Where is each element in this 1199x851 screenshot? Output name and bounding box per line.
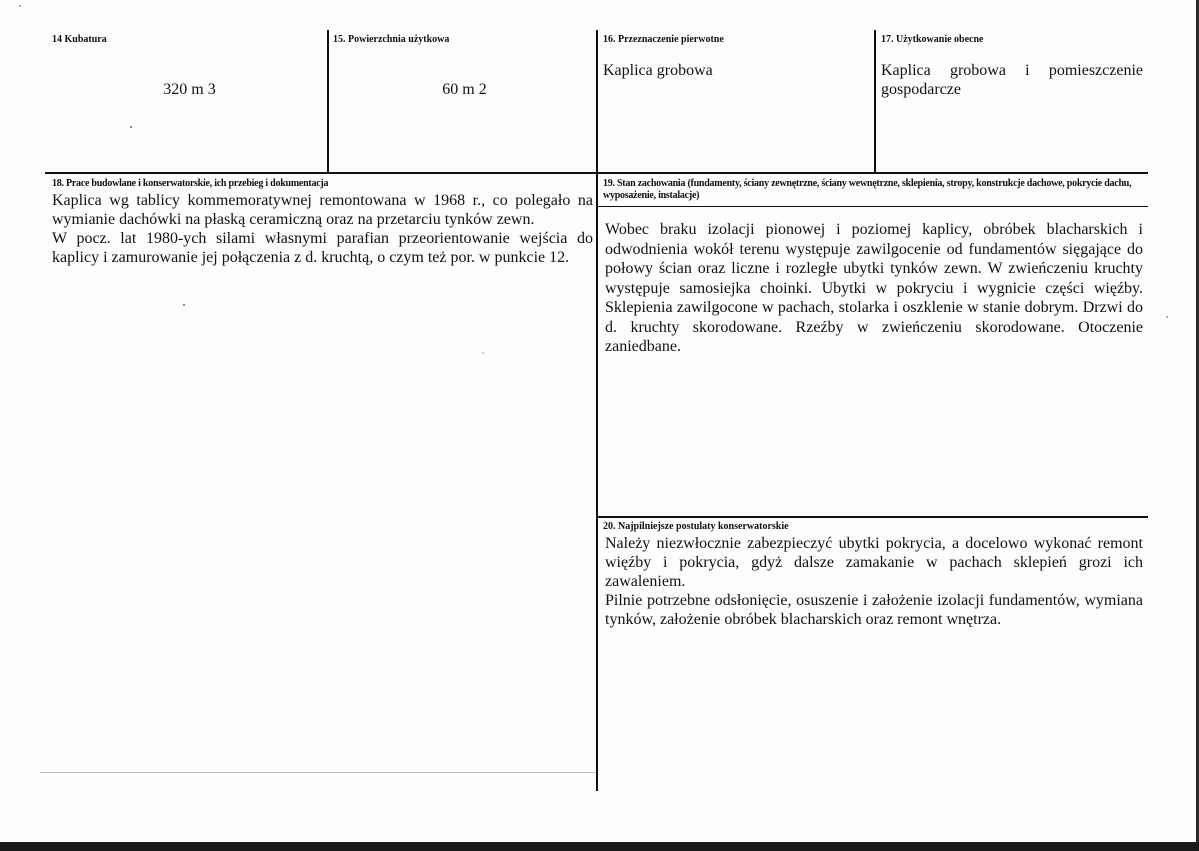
field-18-paragraph: W pocz. lat 1980-ych silami własnymi parafian przeorientowanie wejścia do kaplicy i zamurowanie jej połączenia z d. kruchtą, o czym też por. w punkcie 12.: [52, 230, 593, 266]
scan-speck: [183, 304, 185, 306]
field-18-value: [52, 191, 593, 267]
field-18-label: 18. Prace budowlane i konserwatorskie, ich przebieg i dokumentacja: [52, 178, 329, 189]
field-14-label: 14 Kubatura: [52, 34, 107, 45]
divider-14-15: [327, 30, 329, 173]
faint-rule-bottom: [40, 772, 596, 773]
divider-16-17: [874, 30, 876, 173]
field-15-value: 60 m 2: [442, 81, 487, 98]
scan-speck: [19, 5, 21, 7]
field-18-paragraph: Kaplica wg tablicy kommemoratywnej remontowana w 1968 r., co polegało na wymianie dachówki na płaską ceramiczną oraz na przetarciu tynków zewn.: [52, 192, 593, 228]
field-20-paragraph: Należy niezwłocznie zabezpieczyć ubytki pokrycia, a docelowo wykonać remont więźby i pokrycia, gdyż dalsze zamakanie w pachach sklepień grozi ich zawaleniem.: [605, 535, 1143, 590]
field-20-paragraph: Pilnie potrzebne odsłonięcie, osuszenie i założenie izolacji fundamentów, wymiana tynków, założenie obróbek blacharskich oraz remont wnętrza.: [605, 592, 1143, 628]
rule-below-19-label: [598, 206, 1148, 207]
scan-speck: [482, 352, 484, 354]
scan-speck: [130, 126, 132, 128]
divider-18-19: [596, 173, 598, 791]
field-17-label: 17. Użytkowanie obecne: [881, 34, 984, 45]
field-20-label: 20. Najpilniejsze postulaty konserwatorskie: [603, 521, 789, 532]
field-14-value: 320 m 3: [163, 81, 216, 98]
field-20-value: [605, 534, 1143, 629]
field-16-value: Kaplica grobowa: [603, 62, 713, 79]
field-17-value: Kaplica grobowa i pomieszczenie gospodarcze: [881, 62, 1143, 98]
field-19-value: Wobec braku izolacji pionowej i poziomej kaplicy, obróbek blacharskich i odwodnienia wokół terenu występuje zawilgocenie od fundamentów sięgające do połowy ścian oraz liczne i rozległe ubytki tynków zewn. W zwieńczeniu kruchty występuje samosiejka choinki. Ubytki w pokryciu i wygnicie części więźby. Sklepienia zawilgocone w pachach, stolarka i oszklenie w stanie dobrym. Drzwi do d. kruchty skorodowane. Rzeźby w zwieńczeniu skorodowane. Otoczenie zaniedbane.: [605, 221, 1143, 355]
divider-15-16: [596, 30, 598, 173]
field-15-label: 15. Powierzchnia użytkowa: [333, 34, 450, 45]
field-19-label: 19. Stan zachowania (fundamenty, ściany zewnętrzne, ściany wewnętrzne, sklepienia, stropy, konstrukcje dachowe, pokrycie dachu, wyposażenie, instalacje): [603, 178, 1132, 201]
scan-speck: [1166, 316, 1168, 318]
field-16-label: 16. Przeznaczenie pierwotne: [603, 34, 724, 45]
scan-border-bottom: [0, 842, 1199, 851]
divider-19-20: [598, 516, 1148, 518]
